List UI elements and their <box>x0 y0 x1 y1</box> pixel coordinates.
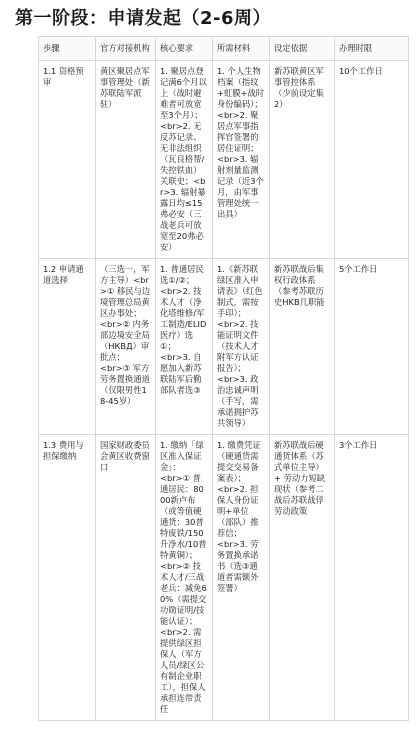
cell-step: 1.1 资格预审 <box>39 61 96 259</box>
cell-agency: （三选一，军方主导）<br>① 移民与边境管理总局黄区办事处； <br>② 内务部边境安全局（НКВД）审批点； <br>③ 军方劳务置换通道（仅限男性18-45岁） <box>96 259 156 435</box>
cell-requirement: 1. 聚居点登记满6个月以上（战时避难者可放宽至3个月）； <br>2. 无反苏记录、无非法组织（瓦良格帮/失控铁血）关联史；<br>3. 辐射暴露日均≤15弗必安（三战老兵可放宽至20弗必安） <box>156 61 213 259</box>
header-materials: 所需材料 <box>213 37 270 61</box>
table-row <box>39 259 409 435</box>
cell-time: 10个工作日 <box>335 61 409 259</box>
process-table <box>38 36 409 721</box>
cell-basis: 新苏联战后硬通货体系（苏式单位主导）+ 劳动力短缺现状（参考二战后苏联战俘劳动政策 <box>270 435 335 721</box>
cell-agency: 国家财政委员会黄区收费窗口 <box>96 435 156 721</box>
cell-basis: 新苏联黄区军事管控体系（少前设定集2） <box>270 61 335 259</box>
table-row <box>39 61 409 259</box>
header-requirement: 核心要求 <box>156 37 213 61</box>
page-title: 第一阶段：申请发起（2-6周） <box>15 8 272 29</box>
cell-step: 1.3 费用与担保缴纳 <box>39 435 96 721</box>
table-row <box>39 435 409 721</box>
cell-requirement: 1. 缴纳「绿区准入保证金」： <br>① 普通居民：8000新卢布（或等值硬通货：30普特废铁/150升净水/10普特黄铜）； <br>② 技术人才/三战老兵：减免60%（需提交功勋证明/技能认证）； <br>2. 需提供绿区担保人（军方人员/绿区公有制企业职工），担保人承担连带责任 <box>156 435 213 721</box>
cell-basis: 新苏联战后集权行政体系（参考苏联历史HKB几职能 <box>270 259 335 435</box>
cell-time: 5个工作日 <box>335 259 409 435</box>
cell-step: 1.2 申请通道选择 <box>39 259 96 435</box>
cell-requirement: 1. 普通居民选①/②； <br>2. 技术人才（净化塔维修/军工制造/ELID医疗）选①； <br>3. 自愿加入新苏联陆军后勤部队者选③ <box>156 259 213 435</box>
cell-materials: 1. 个人生物档案（指纹+虹膜+战时身份编码）； <br>2. 聚居点军事指挥官签署的居住证明； <br>3. 辐射剂量监测记录（近3个月，由军事管理处统一出具） <box>213 61 270 259</box>
cell-time: 3个工作日 <box>335 435 409 721</box>
header-time: 办理时限 <box>335 37 409 61</box>
header-agency: 官方对接机构 <box>96 37 156 61</box>
table-header-row <box>39 37 409 61</box>
header-step: 步骤 <box>39 37 96 61</box>
cell-agency: 黄区聚居点军事管理处（新苏联陆军派驻） <box>96 61 156 259</box>
header-basis: 设定依据 <box>270 37 335 61</box>
cell-materials: 1.《新苏联绿区准入申请表》（红色制式，需按手印）； <br>2. 技能证明文件（技术人才附军方认证报告）； <br>3. 政治忠诚声明（手写，需承诺拥护苏共领导） <box>213 259 270 435</box>
cell-materials: 1. 缴费凭证（硬通货需提交交易备案表）； <br>2. 担保人身份证明+单位（部队）推荐信； <br>3. 劳务置换承诺书（选③通道者需额外签署） <box>213 435 270 721</box>
